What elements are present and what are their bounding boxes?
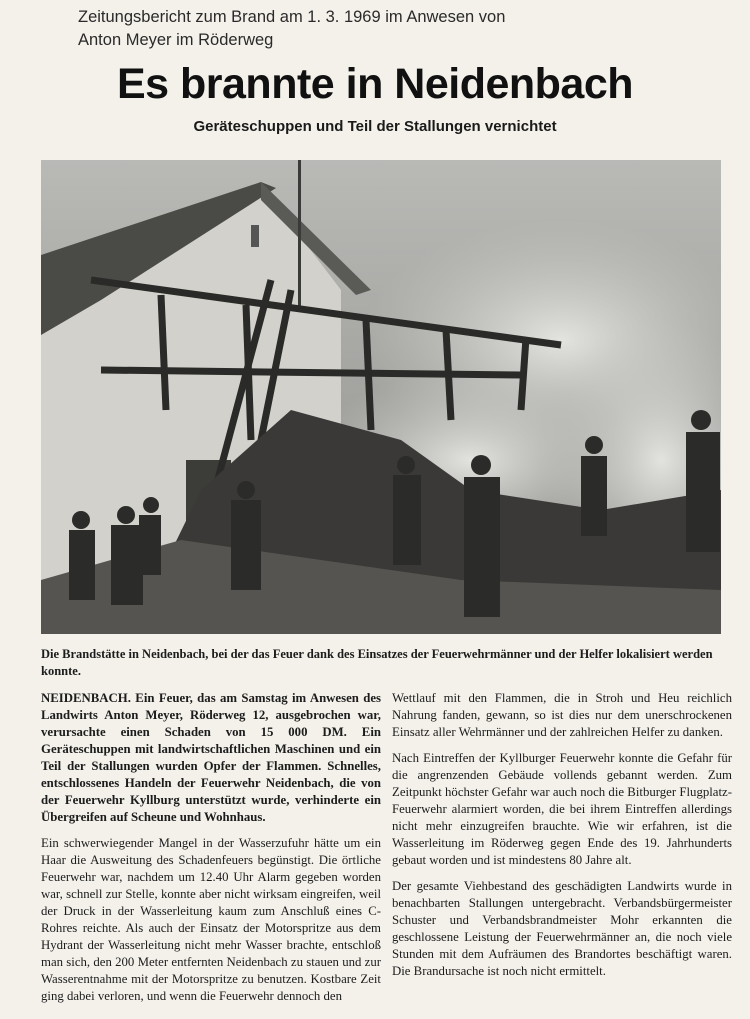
photo-caption: Die Brandstätte in Neidenbach, bei der das Feuer dank des Einsatzes der Feuerwehrmänner und der Helfer lokalisiert werden konnte.: [41, 647, 713, 678]
headline: Es brannte in Neidenbach: [116, 60, 634, 108]
archive-caption: [78, 6, 698, 52]
article-column-left: [41, 690, 381, 1014]
article-lead-paragraph: NEIDENBACH. Ein Feuer, das am Samstag im Anwesen des Landwirts Anton Meyer, Röderweg 12, ausgebrochen war, verursachte einen Schaden von 15 000 DM. Ein Geräteschuppen mit landwirtschaftlichen Maschinen und ein Teil der Stallungen wurden Opfer der Flammen. Schnelles, entschlossenes Handeln der Feuerwehr Neidenbach, die von der Feuerwehr Kyllburg unterstützt wurde, verhinderte ein Übergreifen auf Scheune und Wohnhaus.: [41, 691, 381, 824]
archive-caption-line-2: Anton Meyer im Röderweg: [78, 31, 274, 49]
subheadline: Geräteschuppen und Teil der Stallungen vernichtet: [193, 118, 557, 135]
archive-caption-line-1: Zeitungsbericht zum Brand am 1. 3. 1969 im Anwesen von: [78, 8, 506, 26]
article-paragraph: Nach Eintreffen der Kyllburger Feuerwehr konnte die Gefahr für die angrenzenden Gebäude vollends gebannt werden. Zum Zeitpunkt höchster Gefahr war auch noch die Bitburger Flugplatz-Feuerwehr alarmiert worden, die bei ihrem Eintreffen allerdings nicht mehr einzugreifen brauchte. Wie wir erfahren, ist die Wasserleitung im Röderweg gegen Ende des 19. Jahrhunderts gebaut worden und ist mindestens 80 Jahre alt.: [392, 751, 732, 867]
fire-scene-illustration: [41, 160, 721, 634]
article-paragraph: Der gesamte Viehbestand des geschädigten Landwirts wurde in benachbarten Stallungen untergebracht. Verbandsbürgermeister Schuster und Verbandsbrandmeister Mohr erkannten die geschlossene Leistung der Feuerwehrmänner an, die noch viele Stunden mit dem Aufräumen des Brandortes beschäftigt waren. Die Brandursache ist noch nicht ermittelt.: [392, 879, 732, 978]
article-paragraph: Ein schwerwiegender Mangel in der Wasserzufuhr hätte um ein Haar die Ausweitung des Schadenfeuers begünstigt. Die örtliche Feuerwehr war, nachdem um 12.40 Uhr Alarm gegeben worden war, schnell zur Stelle, konnte aber nicht wirksam eingreifen, weil der Druck in der Wasserleitung kaum zum Anschluß eines C-Rohres reichte. Als auch der Einsatz der Motorspritze aus dem Hydrant der Wasserleitung nicht mehr Wasser brachte, entschloß man sich, den 200 Meter entfernten Neidenbach zu stauen und zur Wasserentnahme mit der Motorspritze zu benutzen. Kostbare Zeit ging dabei verloren, und wenn die Feuerwehr dennoch den: [41, 836, 381, 1003]
article-column-right: [392, 690, 732, 989]
fire-scene-photo: [41, 160, 721, 634]
article-paragraph: Wettlauf mit den Flammen, die in Stroh und Heu reichlich Nahrung fanden, gewann, so ist dies nur dem unerschrockenen Einsatz aller Wehrmänner und der zahlreichen Helfer zu danken.: [392, 691, 732, 739]
